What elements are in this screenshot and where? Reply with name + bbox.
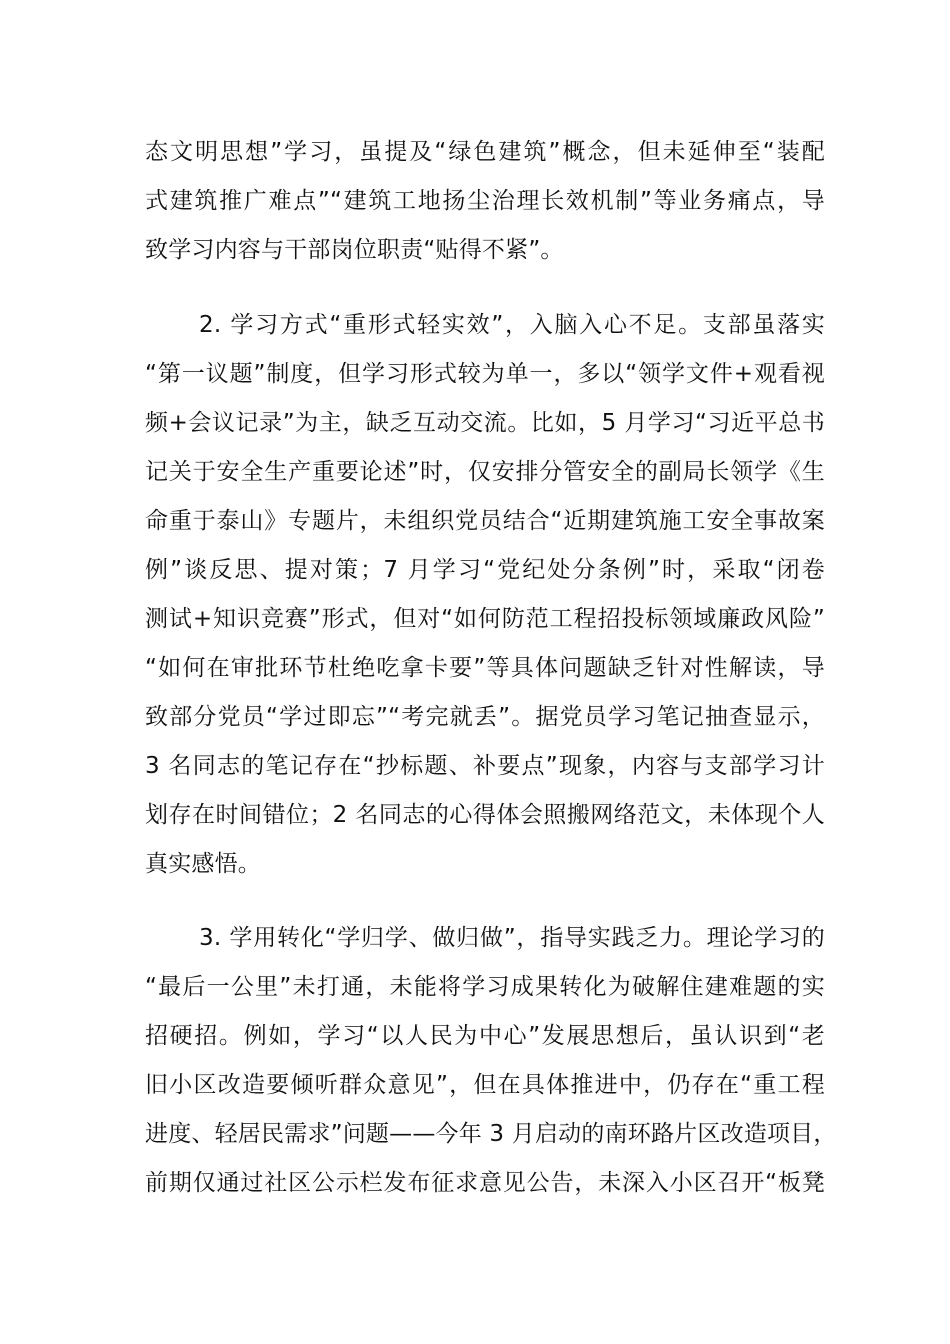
paragraph-3-line-5: 进度、轻居民需求”问题——今年 3 月启动的南环路片区改造项目， (145, 1121, 837, 1147)
paragraph-2-line-2: “第一议题”制度，但学习形式较为单一，多以“领学文件+观看视 (145, 361, 825, 387)
paragraph-3-line-1: 3. 学用转化“学归学、做归做”，指导实践乏力。理论学习的 (199, 925, 825, 951)
paragraph-1-line-2: 式建筑推广难点”“建筑工地扬尘治理长效机制”等业务痛点，导 (145, 188, 825, 214)
paragraph-2-line-1: 2. 学习方式“重形式轻实效”，入脑入心不足。支部虽落实 (199, 312, 825, 338)
paragraph-2-line-11: 划存在时间错位；2 名同志的心得体会照搬网络范文，未体现个人 (145, 802, 825, 828)
paragraph-3-line-6: 前期仅通过社区公示栏发布征求意见公告，未深入小区召开“板凳 (145, 1170, 825, 1196)
paragraph-2-line-6: 例”谈反思、提对策；7 月学习“党纪处分条例”时，采取“闭卷 (145, 557, 825, 583)
paragraph-1-line-3: 致学习内容与干部岗位职责“贴得不紧”。 (145, 237, 564, 263)
paragraph-2-line-5: 命重于泰山》专题片，未组织党员结合“近期建筑施工安全事故案 (145, 508, 825, 534)
paragraph-2-line-3: 频+会议记录”为主，缺乏互动交流。比如，5 月学习“习近平总书 (145, 410, 825, 436)
paragraph-2-line-10: 3 名同志的笔记存在“抄标题、补要点”现象，内容与支部学习计 (145, 753, 825, 779)
paragraph-2-line-12: 真实感悟。 (145, 851, 261, 877)
paragraph-2-line-9: 致部分党员“学过即忘”“考完就丢”。据党员学习笔记抽查显示， (145, 704, 825, 730)
paragraph-3-line-3: 招硬招。例如，学习“以人民为中心”发展思想后，虽认识到“老 (145, 1023, 825, 1049)
paragraph-1-line-1: 态文明思想”学习，虽提及“绿色建筑”概念，但未延伸至“装配 (145, 139, 825, 165)
paragraph-3-line-4: 旧小区改造要倾听群众意见”，但在具体推进中，仍存在“重工程 (145, 1072, 825, 1098)
paragraph-2-line-4: 记关于安全生产重要论述”时，仅安排分管安全的副局长领学《生 (145, 459, 825, 485)
paragraph-2-line-8: “如何在审批环节杜绝吃拿卡要”等具体问题缺乏针对性解读，导 (145, 655, 825, 681)
paragraph-3-line-2: “最后一公里”未打通，未能将学习成果转化为破解住建难题的实 (145, 974, 825, 1000)
paragraph-2-line-7: 测试+知识竞赛”形式，但对“如何防范工程招投标领域廉政风险” (145, 606, 825, 632)
